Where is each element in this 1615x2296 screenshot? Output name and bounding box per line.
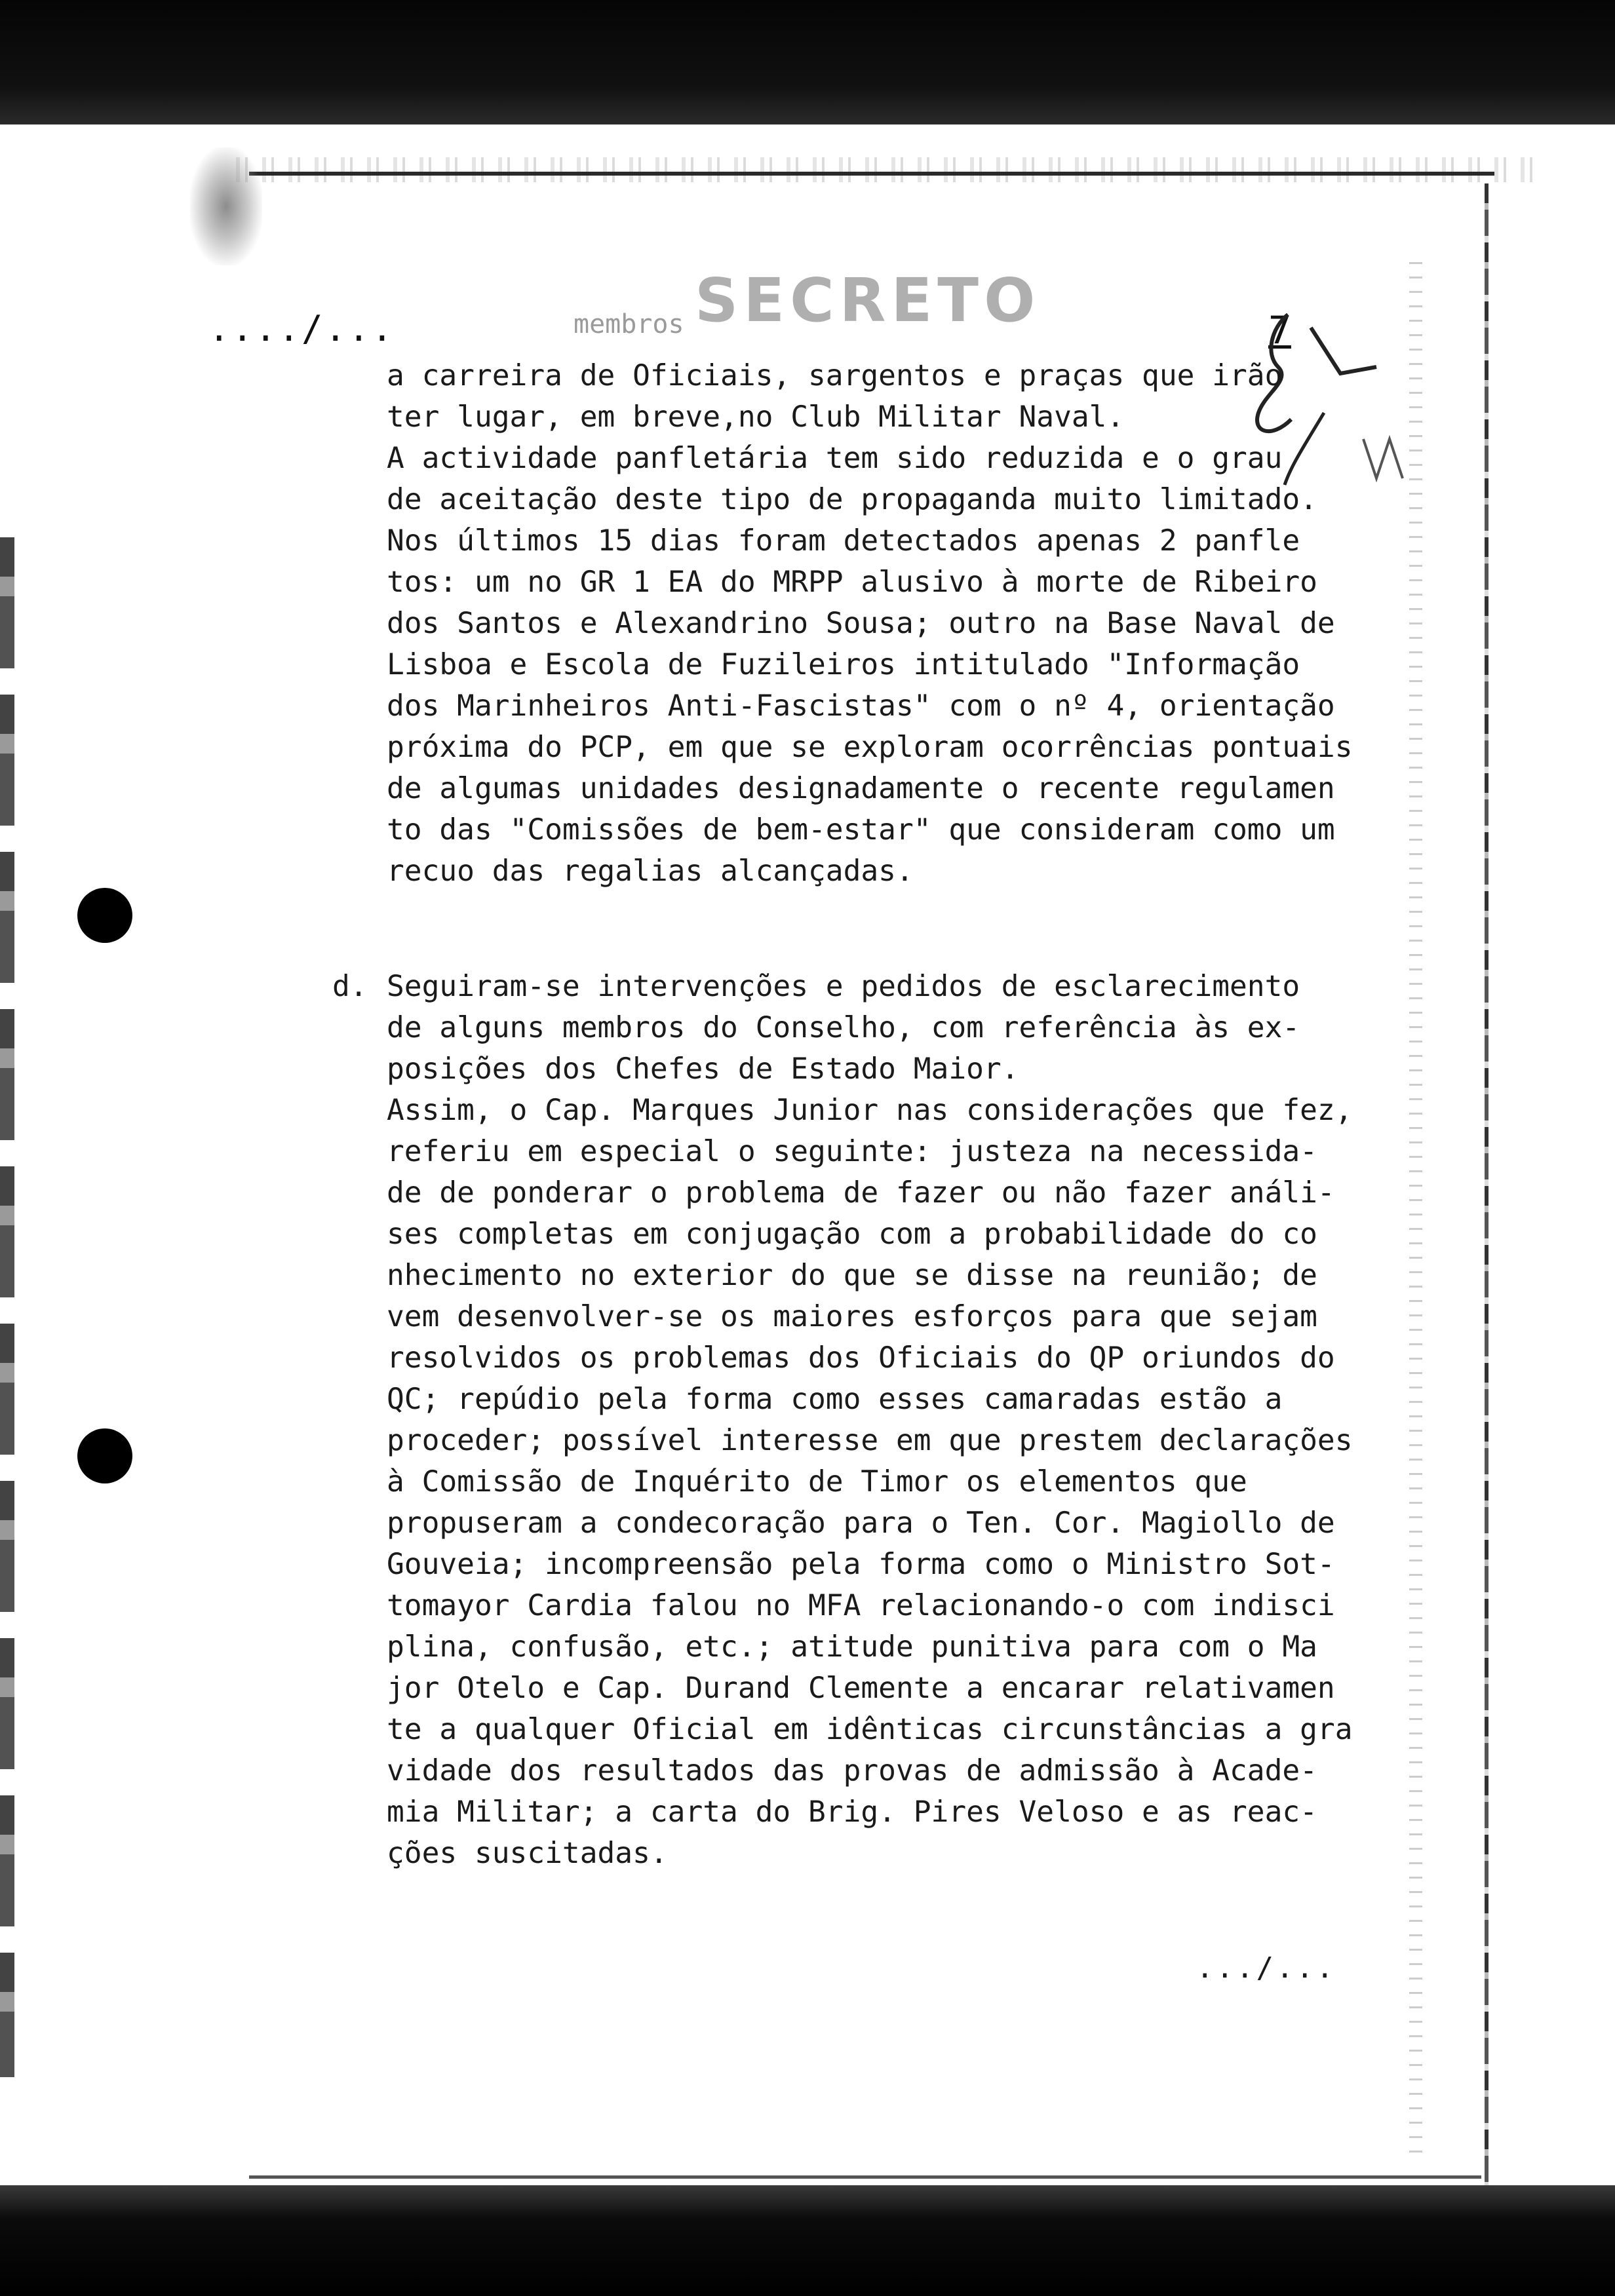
text-line: de aceitação deste tipo de propaganda muito limitado. — [387, 483, 1317, 516]
text-line: dos Marinheiros Anti-Fascistas" com o nº 4, orientação — [387, 689, 1335, 723]
scan-smudge — [190, 147, 262, 265]
classification-stamp: SECRETO — [695, 265, 1041, 335]
text-line: de alguns membros do Conselho, com referência às ex- — [387, 1011, 1300, 1044]
text-line: Nos últimos 15 dias foram detectados apenas 2 panfle — [387, 524, 1300, 558]
text-line: propuseram a condecoração para o Ten. Cor. Magiollo de — [387, 1506, 1335, 1540]
continuation-marker-bottom: .../... — [1196, 1951, 1336, 1985]
scan-right-edge — [1485, 183, 1489, 2254]
punch-hole — [77, 1428, 132, 1483]
text-line: posições dos Chefes de Estado Maior. — [387, 1052, 1019, 1086]
text-line: ses completas em conjugação com a probabilidade do co — [387, 1217, 1317, 1251]
scan-top-rule — [249, 172, 1494, 176]
text-line: referiu em especial o seguinte: justeza na necessida- — [387, 1135, 1317, 1168]
text-line: nhecimento no exterior do que se disse na reunião; de — [387, 1259, 1317, 1292]
scan-bottom-rule — [249, 2175, 1481, 2179]
text-line: QC; repúdio pela forma como esses camaradas estão a — [387, 1383, 1283, 1416]
punch-hole — [77, 888, 132, 943]
text-line: te a qualquer Oficial em idênticas circunstâncias a gra — [387, 1713, 1353, 1746]
text-line: A actividade panfletária tem sido reduzida e o grau — [387, 442, 1283, 475]
continuation-marker-top: ..../... — [208, 308, 395, 349]
scan-dark-bottom-border — [0, 2185, 1615, 2296]
scan-noise-strip — [236, 157, 1547, 182]
text-line: mia Militar; a carta do Brig. Pires Veloso e as reac- — [387, 1795, 1317, 1829]
text-line: recuo das regalias alcançadas. — [387, 854, 914, 888]
scan-dark-top-border — [0, 0, 1615, 124]
item-label: d. — [332, 970, 368, 1003]
text-line: Gouveia; incompreensão pela forma como o Ministro Sot- — [387, 1548, 1335, 1581]
text-line: Assim, o Cap. Marques Junior nas considerações que fez, — [387, 1094, 1353, 1127]
text-line: vidade dos resultados das provas de admissão à Acade- — [387, 1754, 1317, 1788]
text-line: ções suscitadas. — [387, 1837, 668, 1870]
text-line: vem desenvolver-se os maiores esforços para que sejam — [387, 1300, 1317, 1333]
text-line: de de ponderar o problema de fazer ou não fazer análi- — [387, 1176, 1335, 1210]
scan-right-noise — [1409, 262, 1422, 2162]
text-line: tos: um no GR 1 EA do MRPP alusivo à morte de Ribeiro — [387, 565, 1317, 599]
text-line: dos Santos e Alexandrino Sousa; outro na Base Naval de — [387, 607, 1335, 640]
text-line: to das "Comissões de bem-estar" que consideram como um — [387, 813, 1335, 847]
text-line: de algumas unidades designadamente o recente regulamen — [387, 772, 1335, 805]
text-line: tomayor Cardia falou no MFA relacionando-o com indisci — [387, 1589, 1335, 1622]
text-line: resolvidos os problemas dos Oficiais do QP oriundos do — [387, 1341, 1335, 1375]
text-line: próxima do PCP, em que se exploram ocorrências pontuais — [387, 731, 1353, 764]
scan-left-edge — [0, 537, 14, 2077]
text-line: plina, confusão, etc.; atitude punitiva para com o Ma — [387, 1630, 1317, 1664]
text-line: proceder; possível interesse em que prestem declarações — [387, 1424, 1353, 1457]
text-line: jor Otelo e Cap. Durand Clemente a encarar relativamen — [387, 1672, 1335, 1705]
text-line: Lisboa e Escola de Fuzileiros intitulado "Informação — [387, 648, 1300, 681]
text-line: ter lugar, em breve,no Club Militar Naval. — [387, 400, 1125, 434]
text-line: Seguiram-se intervenções e pedidos de esclarecimento — [387, 970, 1300, 1003]
faded-header-word: membros — [574, 309, 684, 339]
text-line: a carreira de Oficiais, sargentos e praças que irão — [387, 359, 1283, 392]
page-number: 7 — [1268, 308, 1291, 353]
text-line: à Comissão de Inquérito de Timor os elementos que — [387, 1465, 1247, 1499]
